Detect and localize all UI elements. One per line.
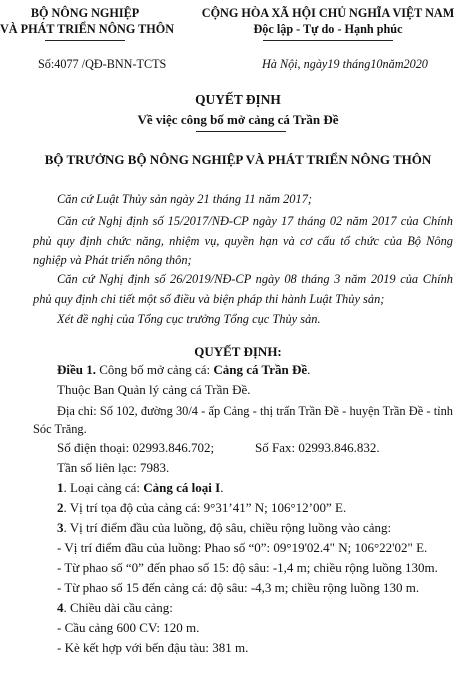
subject-underline (196, 131, 286, 132)
basis-decree-26: Căn cứ Nghị định số 26/2019/NĐ-CP ngày 08 tháng 3 năm 2019 của Chính phủ quy định chi tiết một số điều và biện pháp thi hành Luật Thủy sản; (33, 272, 453, 306)
item-3-channel-start: - Vị trí điểm đầu của luồng: Phao số “0”: 09°19'02.4" N; 106°22'02" E. (57, 540, 428, 555)
item-1-port-class: Cảng cá loại I (143, 480, 221, 495)
item-4-text: . Chiều dài cầu cảng: (63, 600, 173, 615)
basis-decree-15: Căn cứ Nghị định số 15/2017/NĐ-CP ngày 17 tháng 02 năm 2017 của Chính phủ quy định chức năng, nhiệm vụ, quyền hạn và cơ cấu tổ chức của Bộ Nông nghiệp và Phát triển nông thôn; (33, 214, 453, 267)
item-1-number: 1 (57, 480, 64, 495)
item-3-number: 3 (57, 520, 64, 535)
place-and-date: Hà Nội, ngày19 tháng10năm2020 (262, 57, 428, 71)
article-1-end: . (307, 362, 311, 377)
document-heading: QUYẾT ĐỊNH (195, 92, 281, 107)
frequency-line: Tần số liên lạc: 7983. (57, 460, 170, 475)
item-4-number: 4 (57, 600, 64, 615)
document-subject: Về việc công bố mở cảng cá Trần Đề (137, 112, 339, 127)
item-1 (57, 480, 223, 496)
ministry-name-line1: BỘ NÔNG NGHIỆP (30, 6, 140, 20)
ministry-underline (45, 40, 125, 41)
item-2-number: 2 (57, 500, 64, 515)
item-2 (57, 500, 346, 516)
address-line: Địa chỉ: Số 102, đường 30/4 - ấp Cảng - thị trấn Trần Đề - huyện Trần Đề - tỉnh Sóc Trăng. (33, 404, 453, 436)
article-1-text: Công bố mở cảng cá: (96, 362, 214, 377)
item-3 (57, 520, 391, 536)
republic-name: CỘNG HÒA XÃ HỘI CHỦ NGHĨA VIỆT NAM (201, 6, 455, 20)
phone-line: Số điện thoại: 02993.846.702; (57, 440, 215, 455)
item-1-end: . (220, 480, 224, 495)
decision-heading: QUYẾT ĐỊNH: (194, 344, 282, 359)
item-3-segment-1: - Từ phao số “0” đến phao số 15: độ sâu: -1,4 m; chiều rộng luồng 130m. (57, 560, 438, 575)
issuing-authority: BỘ TRƯỞNG BỘ NÔNG NGHIỆP VÀ PHÁT TRIỂN NÔNG THÔN (44, 152, 432, 167)
article-1 (57, 362, 310, 378)
item-1-text: . Loại cảng cá: (63, 480, 144, 495)
basis-proposal: Xét đề nghị của Tổng cục trưởng Tổng cục Thủy sản. (57, 312, 321, 326)
document-number: Số:4077 /QĐ-BNN-TCTS (38, 57, 167, 71)
management-line: Thuộc Ban Quản lý cảng cá Trần Đề. (57, 382, 251, 397)
national-motto: Độc lập - Tự do - Hạnh phúc (253, 22, 403, 36)
item-3-segment-2: - Từ phao số 15 đến cảng cá: độ sâu: -4,3 m; chiều rộng luồng 130 m. (57, 580, 420, 595)
basis-law: Căn cứ Luật Thủy sản ngày 21 tháng 11 năm 2017; (57, 192, 313, 206)
ministry-name-line2: VÀ PHÁT TRIỂN NÔNG THÔN (0, 22, 175, 36)
item-4 (57, 600, 173, 616)
fax-line: Số Fax: 02993.846.832. (255, 440, 380, 455)
article-1-label: Điều 1. (57, 362, 96, 377)
item-2-text: . Vị trí tọa độ của cảng cá: 9°31’41” N; 106°12’00” E. (63, 500, 347, 515)
item-4-embankment: - Kè kết hợp với bến đậu tàu: 381 m. (57, 640, 249, 655)
motto-underline (263, 40, 393, 41)
item-4-wharf: - Cầu cảng 600 CV: 120 m. (57, 620, 200, 635)
port-name: Cảng cá Trần Đề (213, 362, 308, 377)
item-3-text: . Vị trí điểm đầu của luồng, độ sâu, chiều rộng luồng vào cảng: (63, 520, 392, 535)
